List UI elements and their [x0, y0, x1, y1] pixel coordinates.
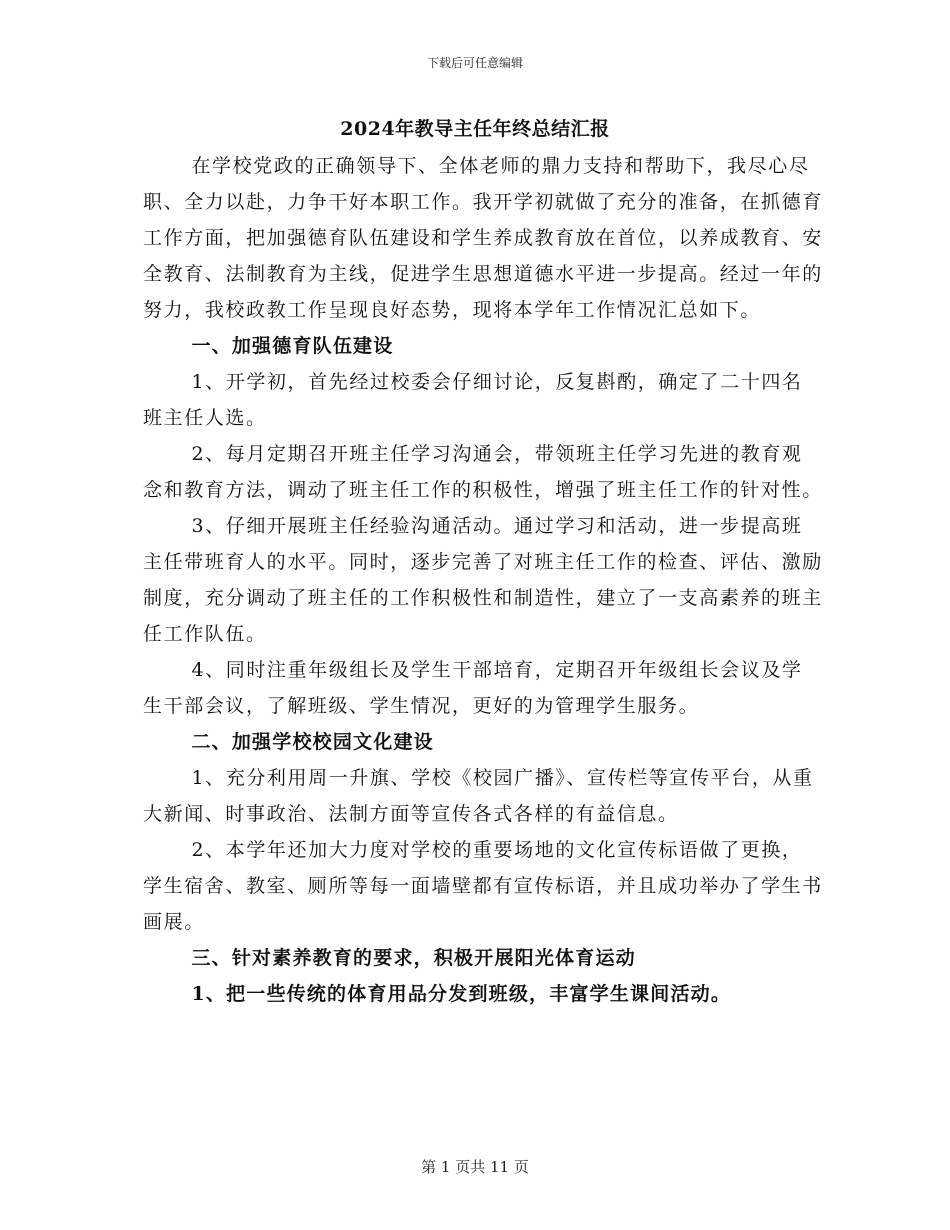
document-title: 2024年教导主任年终总结汇报: [340, 118, 610, 140]
section-3-item-1: 1、把一些传统的体育用品分发到班级，丰富学生课间活动。: [191, 983, 732, 1005]
section-heading-1: 一、加强德育队伍建设: [191, 335, 394, 357]
section-1-item-4: 4、同时注重年级组长及学生干部培育，定期召开年级组长会议及学生干部会议，了解班级、学生情况，更好的为管理学生服务。: [143, 659, 803, 717]
section-1-item-1: 1、开学初，首先经过校委会仔细讨论，反复斟酌，确定了二十四名班主任人选。: [143, 371, 803, 429]
document-body: [143, 148, 823, 1012]
section-2-item-2: 2、本学年还加大力度对学校的重要场地的文化宣传标语做了更换，学生宿舍、教室、厕所等每一面墙壁都有宣传标语，并且成功举办了学生书画展。: [143, 839, 823, 933]
section-heading-2: 二、加强学校校园文化建设: [191, 731, 434, 753]
section-1-item-2: 2、每月定期召开班主任学习沟通会，带领班主任学习先进的教育观念和教育方法，调动了班主任工作的积极性，增强了班主任工作的针对性。: [143, 443, 823, 501]
section-2-item-1: 1、充分利用周一升旗、学校《校园广播》、宣传栏等宣传平台，从重大新闻、时事政治、法制方面等宣传各式各样的有益信息。: [143, 767, 814, 825]
intro-paragraph: 在学校党政的正确领导下、全体老师的鼎力支持和帮助下，我尽心尽职、全力以赴，力争干好本职工作。我开学初就做了充分的准备，在抓德育工作方面，把加强德育队伍建设和学生养成教育放在首位，以养成教育、安全教育、法制教育为主线，促进学生思想道德水平进一步提高。经过一年的努力，我校政教工作呈现良好态势，现将本学年工作情况汇总如下。: [143, 155, 823, 321]
section-heading-3: 三、针对素养教育的要求，积极开展阳光体育运动: [191, 947, 636, 969]
section-1-item-3: 3、仔细开展班主任经验沟通活动。通过学习和活动，进一步提高班主任带班育人的水平。同时，逐步完善了对班主任工作的检查、评估、激励制度，充分调动了班主任的工作积极性和制造性，建立了一支高素养的班主任工作队伍。: [143, 515, 823, 645]
page-header: 下载后可任意编辑: [426, 56, 523, 70]
page-footer: 第 1 页共 11 页: [421, 1158, 529, 1176]
